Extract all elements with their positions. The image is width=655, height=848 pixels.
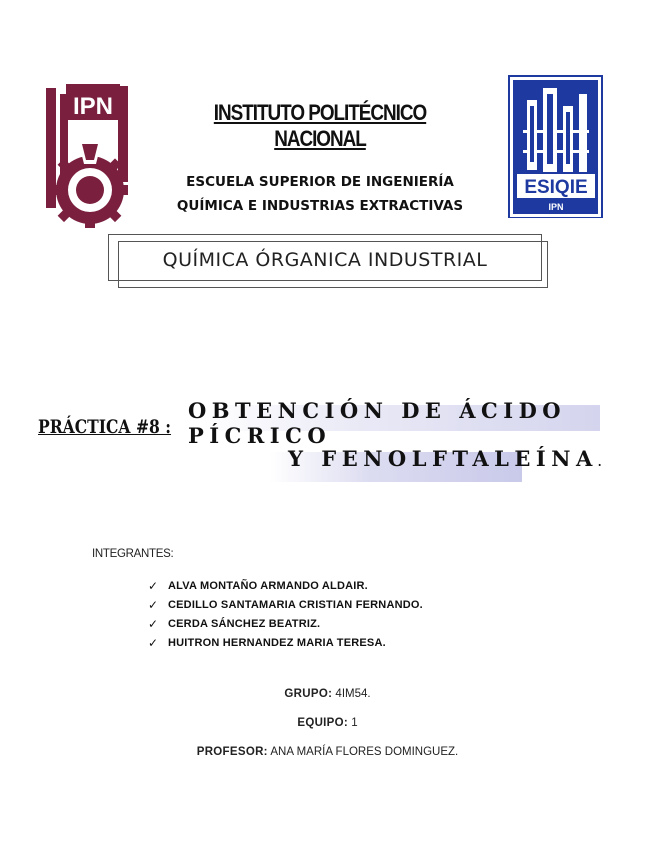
- institution-title: INSTITUTO POLITÉCNICO NACIONAL: [213, 100, 427, 151]
- professor-line: [0, 746, 655, 758]
- check-icon: ✓: [148, 578, 159, 593]
- list-item: [148, 614, 423, 633]
- team-value: 1: [351, 717, 358, 729]
- practice-label: PRÁCTICA #8 :: [38, 416, 172, 438]
- ipn-logo-text: IPN: [72, 93, 114, 120]
- practice-title-period: .: [597, 456, 602, 469]
- check-icon: ✓: [148, 597, 159, 612]
- member-name: ALVA MONTAÑO ARMANDO ALDAIR.: [168, 579, 368, 592]
- list-item: [148, 576, 423, 595]
- members-label: INTEGRANTES:: [92, 548, 174, 560]
- team-label: EQUIPO:: [297, 717, 349, 729]
- esiqie-logo-sub: IPN: [548, 202, 564, 212]
- esiqie-logo-icon: [503, 70, 608, 218]
- group-value: 4IM54.: [335, 688, 371, 700]
- practice-title-line1: OBTENCIÓN DE ÁCIDO PÍCRICO: [188, 398, 567, 448]
- group-line: [0, 688, 655, 700]
- member-name: CERDA SÁNCHEZ BEATRIZ.: [168, 617, 321, 630]
- school-name-line1: ESCUELA SUPERIOR DE INGENIERÍA: [186, 174, 454, 190]
- practice-title-line2-text: Y FENOLFTALEÍNA: [288, 446, 598, 471]
- ipn-logo-icon: [38, 80, 136, 228]
- list-item: [148, 633, 423, 652]
- team-line: [0, 717, 655, 729]
- group-label: GRUPO:: [284, 688, 333, 700]
- practice-title-line2: [288, 446, 602, 471]
- member-name: HUITRON HERNANDEZ MARIA TERESA.: [168, 636, 386, 649]
- professor-value: ANA MARÍA FLORES DOMINGUEZ.: [270, 746, 459, 758]
- check-icon: ✓: [148, 635, 159, 650]
- list-item: [148, 595, 423, 614]
- members-list: [148, 576, 423, 652]
- subject-title: QUÍMICA ÓRGANICA INDUSTRIAL: [162, 249, 488, 271]
- school-name-line2: QUÍMICA E INDUSTRIAS EXTRACTIVAS: [176, 198, 464, 214]
- professor-label: PROFESOR:: [196, 746, 268, 758]
- esiqie-logo-text: ESIQIE: [524, 177, 588, 198]
- check-icon: ✓: [148, 616, 159, 631]
- member-name: CEDILLO SANTAMARIA CRISTIAN FERNANDO.: [168, 598, 423, 611]
